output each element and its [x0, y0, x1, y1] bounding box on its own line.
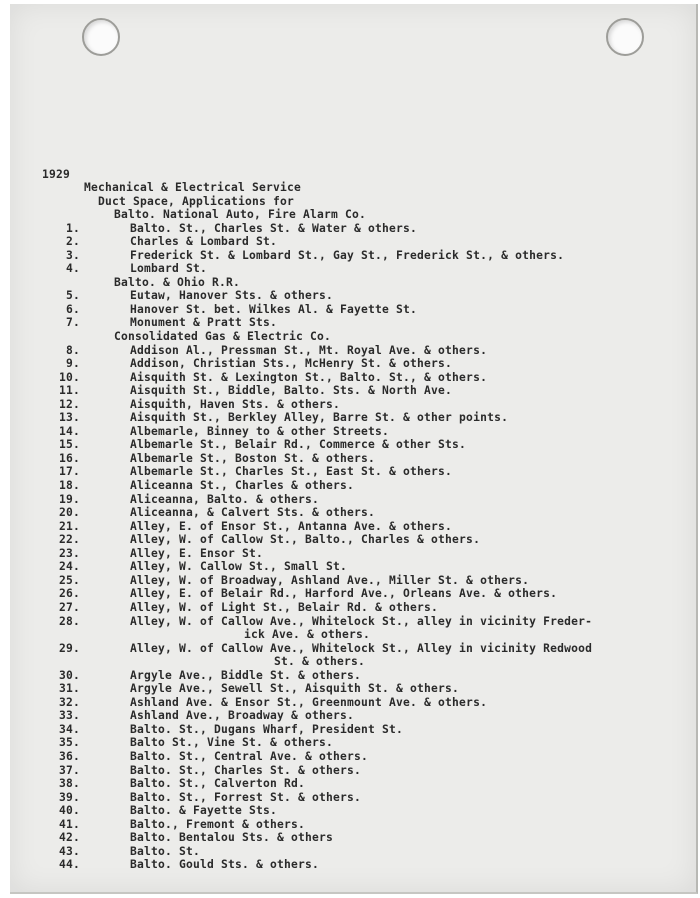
group-heading: Balto. National Auto, Fire Alarm Co.	[114, 208, 367, 221]
entry-number: 17.	[58, 465, 80, 479]
entry-number: 34.	[58, 722, 80, 736]
entry-number: 13.	[58, 411, 80, 425]
entry-number: 22.	[58, 533, 80, 547]
entry-number: 23.	[58, 546, 80, 560]
entry-text: Aisquith St. & Lexington St., Balto. St., & others.	[130, 370, 488, 384]
entry-number: 42.	[58, 831, 80, 845]
entry-text: Addison Al., Pressman St., Mt. Royal Ave. & others.	[130, 343, 488, 357]
entry-number: 20.	[58, 506, 80, 520]
entry-number: 14.	[58, 424, 80, 438]
entry-text: Albemarle, Binney to & other Streets.	[130, 424, 390, 438]
entry-number: 21.	[58, 519, 80, 533]
entry-text: Balto. St., Calverton Rd.	[130, 777, 306, 791]
entry-number: 33.	[58, 709, 80, 723]
entry-text: Balto. Gould Sts. & others.	[130, 858, 320, 872]
entry-text: Ashland Ave., Broadway & others.	[130, 709, 355, 723]
entry-text: Aliceanna, & Calvert Sts. & others.	[130, 506, 376, 520]
entry-text: Charles & Lombard St.	[130, 235, 278, 249]
entry-text: Aisquith, Haven Sts. & others.	[130, 397, 341, 411]
year-heading: 1929	[42, 168, 71, 181]
entry-number: 28.	[58, 614, 80, 628]
entry-text-continuation: ick Ave. & others.	[244, 628, 371, 642]
entry-text: Balto. Bentalou Sts. & others	[130, 831, 334, 845]
entry-text: Eutaw, Hanover Sts. & others.	[130, 289, 334, 303]
entry-text: Alley, W. of Callow Ave., Whitelock St., Alley in vicinity Redwood	[130, 641, 593, 655]
entry-number: 7.	[65, 316, 80, 330]
entry-number: 19.	[58, 492, 80, 506]
entry-text: Hanover St. bet. Wilkes Al. & Fayette St.	[130, 302, 418, 316]
entry-number: 38.	[58, 777, 80, 791]
entry-number: 3.	[65, 248, 80, 262]
entry-number: 31.	[58, 682, 80, 696]
entry-text: Alley, W. of Callow St., Balto., Charles & others.	[130, 533, 481, 547]
entry-number: 11.	[58, 384, 80, 398]
entry-number: 39.	[58, 790, 80, 804]
entry-number: 32.	[58, 695, 80, 709]
group-heading: Consolidated Gas & Electric Co.	[114, 329, 332, 343]
entry-text: Monument & Pratt Sts.	[130, 316, 278, 330]
entry-number: 2.	[65, 235, 80, 249]
entry-text-continuation: St. & others.	[274, 655, 366, 669]
entry-number: 29.	[58, 641, 80, 655]
entry-number: 4.	[65, 262, 80, 276]
entry-text: Alley, W. Callow St., Small St.	[130, 560, 348, 574]
entry-text: Balto. & Fayette Sts.	[130, 804, 278, 818]
entry-number: 24.	[58, 560, 80, 574]
entry-text: Aliceanna, Balto. & others.	[130, 492, 320, 506]
entry-number: 44.	[58, 858, 80, 872]
entry-number: 36.	[58, 750, 80, 763]
entry-number: 30.	[58, 668, 80, 682]
entry-number: 1.	[65, 221, 80, 235]
entry-number: 25.	[58, 573, 80, 587]
entry-text: Argyle Ave., Biddle St. & others.	[130, 668, 362, 682]
entry-text: Alley, W. of Callow Ave., Whitelock St., alley in vicinity Freder-	[130, 614, 593, 628]
entry-number: 37.	[58, 763, 80, 777]
entry-text: Lombard St.	[130, 262, 208, 276]
entry-number: 10.	[58, 370, 80, 384]
subcategory-heading: Duct Space, Applications for	[98, 195, 295, 208]
entry-number: 5.	[65, 289, 80, 303]
entry-text: Aliceanna St., Charles & others.	[130, 479, 355, 492]
entry-text: Alley, E. Ensor St.	[130, 546, 264, 560]
entry-number: 26.	[58, 587, 80, 601]
entry-text: Balto. St., Forrest St. & others.	[130, 790, 362, 804]
entry-text: Alley, E. of Belair Rd., Harford Ave., Orleans Ave. & others.	[130, 587, 558, 601]
entry-text: Addison, Christian Sts., McHenry St. & others.	[130, 357, 453, 371]
entry-number: 15.	[58, 438, 80, 452]
entry-text: Alley, E. of Ensor St., Antanna Ave. & others.	[130, 519, 453, 533]
entry-number: 27.	[58, 600, 80, 614]
entry-text: Argyle Ave., Sewell St., Aisquith St. & others.	[130, 682, 460, 696]
entry-text: Aisquith St., Biddle, Balto. Sts. & North Ave.	[130, 384, 453, 398]
entry-number: 6.	[65, 302, 80, 316]
entry-text: Albemarle St., Charles St., East St. & others.	[130, 465, 453, 479]
entry-text: Albemarle St., Belair Rd., Commerce & other Sts.	[130, 438, 467, 452]
entry-text: Alley, W. of Broadway, Ashland Ave., Miller St. & others.	[130, 573, 530, 587]
entry-number: 40.	[58, 804, 80, 818]
entry-number: 41.	[58, 817, 80, 831]
entry-text: Ashland Ave. & Ensor St., Greenmount Ave. & others.	[130, 695, 488, 709]
entry-text: Albemarle St., Boston St. & others.	[130, 451, 376, 465]
entry-text: Balto. St., Charles St. & Water & others.	[130, 221, 418, 235]
group-heading: Balto. & Ohio R.R.	[114, 275, 241, 289]
entry-number: 9.	[65, 357, 80, 371]
entry-text: Balto. St., Charles St. & others.	[130, 763, 362, 777]
entry-text: Balto. St.	[130, 844, 201, 858]
entry-number: 18.	[58, 479, 80, 492]
entry-text: Balto., Fremont & others.	[130, 817, 306, 831]
entry-text: Frederick St. & Lombard St., Gay St., Frederick St., & others.	[130, 248, 565, 262]
entry-text: Balto. St., Dugans Wharf, President St.	[130, 722, 404, 736]
entry-text: Aisquith St., Berkley Alley, Barre St. & other points.	[130, 411, 509, 425]
entry-number: 43.	[58, 844, 80, 858]
category-heading: Mechanical & Electrical Service	[84, 181, 302, 194]
entry-number: 35.	[58, 736, 80, 750]
entry-number: 16.	[58, 451, 80, 465]
entry-text: Alley, W. of Light St., Belair Rd. & others.	[130, 600, 439, 614]
entry-text: Balto. St., Central Ave. & others.	[130, 750, 369, 763]
entry-text: Balto St., Vine St. & others.	[130, 736, 334, 750]
entry-number: 12.	[58, 397, 80, 411]
entry-number: 8.	[65, 343, 80, 357]
